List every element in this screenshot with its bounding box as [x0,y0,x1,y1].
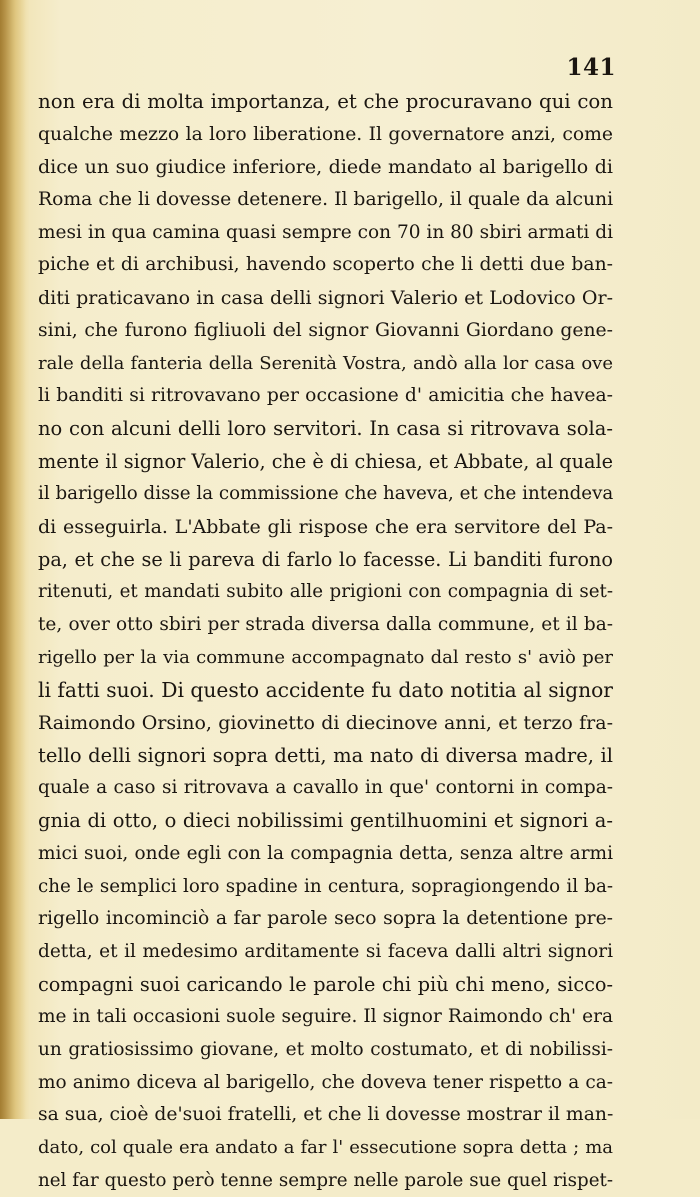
text-line: quale a caso si ritrovava a cavallo in que' contorni in compa- [38,777,613,799]
text-line: che le semplici loro spadine in centura, sopragiongendo il ba- [38,875,613,897]
text-line: Raimondo Orsino, giovinetto di diecinove anni, et terzo fra- [38,712,613,735]
text-line: sini, che furono figliuoli del signor Giovanni Giordano gene- [38,319,613,341]
text-line: di esseguirla. L'Abbate gli rispose che era servitore del Pa- [38,515,613,538]
text-line: piche et di archibusi, havendo scoperto che li detti due ban- [38,254,613,276]
text-line: sa sua, cioè de'suoi fratelli, et che li dovesse mostrar il man- [38,1104,614,1126]
text-line: Roma che li dovesse detenere. Il barigello, il quale da alcuni [38,189,614,211]
text-line: dato, col quale era andato a far l' essecutione sopra detta ; ma [38,1137,613,1158]
text-line: li fatti suoi. Di questo accidente fu dato notitia al signor [38,678,613,703]
text-line: qualche mezzo la loro liberatione. Il governatore anzi, come [38,123,613,145]
text-line: il barigello disse la commissione che haveva, et che intendeva [38,483,614,505]
text-line: li banditi si ritrovavano per occasione d' amicitia che havea- [38,385,613,407]
text-line: dice un suo giudice inferiore, diede mandato al barigello di [38,156,613,179]
text-line: nel far questo però tenne sempre nelle parole sue quel rispet- [38,1169,613,1191]
text-line: detta, et il medesimo arditamente si faceva dalli altri signori [38,940,613,962]
text-line: rigello incominciò a far parole seco sopra la detentione pre- [38,908,613,930]
text-line: pa, et che se li pareva di farlo lo facesse. Li banditi furono [38,547,613,571]
text-line: mesi in qua camina quasi sempre con 70 in 80 sbiri armati di [38,221,613,243]
text-line: non era di molta importanza, et che procuravano qui con [38,90,613,113]
page-number: 141 [566,54,616,81]
text-line: un gratiosissimo giovane, et molto costumato, et di nobilissi- [38,1038,613,1060]
page-binding-edge [0,0,26,1119]
text-line: ritenuti, et mandati subito alle prigioni con compagnia di set- [38,581,613,603]
text-line: mo animo diceva al barigello, che doveva tener rispetto a ca- [38,1071,613,1093]
text-line: te, over otto sbiri per strada diversa dalla commune, et il ba- [38,614,613,635]
text-line: mente il signor Valerio, che è di chiesa, et Abbate, al quale [38,449,613,473]
text-line: rigello per la via commune accompagnato dal resto s' aviò per [38,646,613,668]
text-line: tello delli signori sopra detti, ma nato di diversa madre, il [38,743,613,767]
text-line: compagni suoi caricando le parole chi più chi meno, sicco- [38,972,613,996]
text-line: rale della fanteria della Serenità Vostra, andò alla lor casa ove [38,352,613,374]
text-line: mici suoi, onde egli con la compagnia detta, senza altre armi [38,842,613,864]
text-line: diti praticavano in casa delli signori Valerio et Lodovico Or- [38,287,613,310]
body-text [38,86,613,1197]
text-line: gnia di otto, o dieci nobilissimi gentilhuomini et signori a- [38,809,613,833]
text-line: me in tali occasioni suole seguire. Il signor Raimondo ch' era [38,1006,613,1028]
text-line: no con alcuni delli loro servitori. In casa si ritrovava sola- [38,416,613,440]
